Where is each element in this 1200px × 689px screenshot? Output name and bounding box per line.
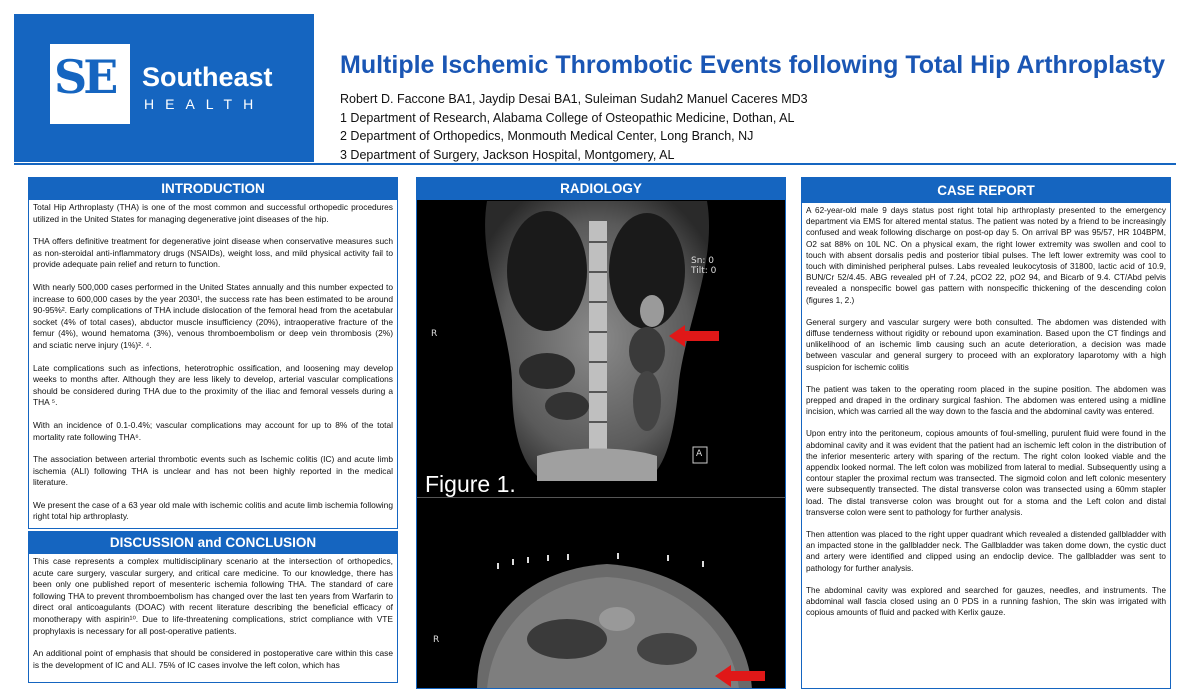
radiology-section <box>416 177 786 689</box>
discussion-paragraph: An additional point of emphasis that should be considered in postoperative care within this case is the development of IC and ALI. 75% of IC cases involve the left colon, which has <box>33 648 393 670</box>
red-arrow-icon <box>715 665 765 687</box>
logo-monogram-square <box>50 44 130 124</box>
author-block <box>340 90 808 164</box>
scan-info-tilt: Tilt: 0 <box>691 266 717 276</box>
radiology-heading: RADIOLOGY <box>417 178 785 200</box>
intro-paragraph: With an incidence of 0.1-0.4%; vascular complications may account for up to 8% of the total mortality rate following THA⁶. <box>33 419 393 442</box>
logo-monogram: SE <box>54 50 115 104</box>
case-paragraph: General surgery and vascular surgery were both consulted. The abdomen was distended with diffuse tenderness without rigidity or rebound upon examination. Based upon the CT findings and unlikelihood of an ischemic limb causing such an acute deterioration, a decision was made between vascular and general surgery to proceed with an exploratory laparotomy with a high suspicion for ischemic colitis <box>806 317 1166 372</box>
logo-subtitle: HEALTH <box>144 96 265 112</box>
ct-axial-image <box>417 509 785 689</box>
southeast-health-logo <box>50 44 273 124</box>
case-report-section <box>801 177 1171 689</box>
case-paragraph: A 62-year-old male 9 days status post right total hip arthroplasty presented to the emergency department via EMS for altered mental status. The patient was noted by a friend to be increasingly confused and weak following discharge on post-op day 5. On arrival BP was 95/57, HR 104BPM, O2 sat 88% on 10L NC. On a physical exam, the right lower extremity was swollen and cool to touch with absent dorsalis pedis and posterior tibial pulses. The left lower extremity was cool to touch with diminished peripheral pulses. Labs revealed leukocytosis of 31800, lactic acid of 10.9, BUN/Cr 52/4.45. ABG revealed pH of 7.24, pCO2 22, pO2 94, and Bicarb of 9.4. CT/Abd pelvis revealed a nonspecific bowel gas pattern with nonspecific thickening of the descending colon (figures 1, 2.) <box>806 206 1166 305</box>
discussion-body <box>29 554 397 683</box>
intro-paragraph: We present the case of a 63 year old male with ischemic colitis and acute limb ischemia following right total hip arthroplasty. <box>33 499 393 522</box>
case-paragraph: Upon entry into the peritoneum, copious amounts of foul-smelling, purulent fluid were found in the abdominal cavity and it was evident that the patient had an ischemic left colon in the distribution of the inferior mesenteric artery with sparing of the rectum. The right colon looked viable and the appendix looked normal. The left colon was mobilized from lateral to medial. Subsequently using a contour stapler the proximal rectum was transected. The sigmoid colon and left colonic mesentery were subsequently transected. The distal transverse colon was transected using a 60mm stapler load. The distal transverse colon was brought out for a stoma and the Left colon and distal transverse colon were sent to pathology for further analysis. <box>806 429 1166 517</box>
case-paragraph: The abdominal cavity was explored and searched for gauzes, needles, and instruments. The abdominal wall fascia closed using an 0 PDS in a running fashion, The skin was irrigated with copious amounts of fluid and packed with Kerlix gauze. <box>806 585 1166 618</box>
introduction-body <box>29 200 397 529</box>
orientation-marker-r: R <box>433 635 440 645</box>
affiliation-3: 3 Department of Surgery, Jackson Hospital, Montgomery, AL <box>340 147 675 162</box>
intro-paragraph: THA offers definitive treatment for degenerative joint disease when conservative measures such as non-steroidal anti-inflammatory drugs (NSAIDs), weight loss, and mild physical activity fail to provide adequate pain relief and return to function. <box>33 236 393 270</box>
poster-title: Multiple Ischemic Thrombotic Events following Total Hip Arthroplasty <box>340 51 1166 79</box>
logo-panel <box>14 14 314 162</box>
ct-coronal-scan <box>417 201 785 505</box>
intro-paragraph: Late complications such as infections, heterotrophic ossification, and loosening may develop weeks to months after. Although they are less likely to develop, arterial vascular complications should be considered during THA due to the proximity of the iliac and femoral vessels during a THA ⁵. <box>33 362 393 408</box>
orientation-marker-a: A <box>696 449 703 459</box>
orientation-marker-r: R <box>431 329 438 339</box>
red-arrow-icon <box>669 325 719 347</box>
ct-axial-scan <box>417 509 785 689</box>
discussion-section <box>28 531 398 683</box>
affiliation-2: 2 Department of Orthopedics, Monmouth Medical Center, Long Branch, NJ <box>340 129 754 143</box>
case-paragraph: The patient was taken to the operating room placed in the supine position. The abdomen was prepped and draped in the ordinary surgical fashion. The abdomen was entered using a midline incision, which was carried all the way down to the fascia and the abdominal cavity was entered. <box>806 384 1166 417</box>
intro-paragraph: Total Hip Arthroplasty (THA) is one of the most common and successful orthopedic procedures utilized in the United States for managing degenerative joint diseases of the hip. <box>33 202 393 224</box>
case-report-body <box>802 203 1170 632</box>
header-divider <box>14 163 1176 165</box>
introduction-section <box>28 177 398 529</box>
intro-paragraph: With nearly 500,000 cases performed in the United States annually and this number expected to increase to 600,000 cases by the year 2030¹, the success rate has been estimated to be around 90-95%². Early complications of THA include dislocation of the femoral head from the acetabular socket (4% of total cases), abductor muscle insufficiency (20%), intraoperative fracture of the femur (4%), wound hematoma (3%), venous thromboembolism or deep vein thrombosis (2%) and sciatic nerve injury (1%)². ⁴. <box>33 281 393 350</box>
affiliation-1: 1 Department of Research, Alabama College of Osteopathic Medicine, Dothan, AL <box>340 110 795 125</box>
introduction-heading: INTRODUCTION <box>29 178 397 200</box>
intro-paragraph: The association between arterial thrombotic events such as Ischemic colitis (IC) and acute limb ischemia (ALI) following THA is unclear and has not been highly reported in the medical literature. <box>33 454 393 488</box>
author-list: Robert D. Faccone BA1, Jaydip Desai BA1, Suleiman Sudah2 Manuel Caceres MD3 <box>340 92 808 106</box>
ct-coronal-image <box>417 201 785 505</box>
figure-1-label: Figure 1. <box>425 471 516 497</box>
discussion-paragraph: This case represents a complex multidisciplinary scenario at the intersection of orthopedics, acute care surgery, vascular surgery, and critical care medicine. To our knowledge, there has been only one published report of mesenteric ischemia following THA. The standard of care following THA to prevent thromboembolism has changed over the last ten years from Warfarin to direct oral anticoagulants (DOAC) with recent literature describing the beneficial efficacy of monotherapy with aspirin¹⁰. Due to life-threatening complications, strict compliance with VTE prophylaxis is necessary for all post-operative patients. <box>33 556 393 636</box>
case-paragraph: Then attention was placed to the right upper quadrant which revealed a distended gallbladder with an impacted stone in the gallbladder neck. The Gallbladder was taken dome down, the cystic duct and artery were identified and clipped using an endoclip device. The gallbladder was sent to pathology for further analysis. <box>806 530 1166 573</box>
case-report-heading: CASE REPORT <box>802 178 1170 203</box>
discussion-heading: DISCUSSION and CONCLUSION <box>29 532 397 554</box>
logo-name: Southeast <box>142 62 273 92</box>
scan-info-sn: Sn: 0 <box>691 256 715 266</box>
